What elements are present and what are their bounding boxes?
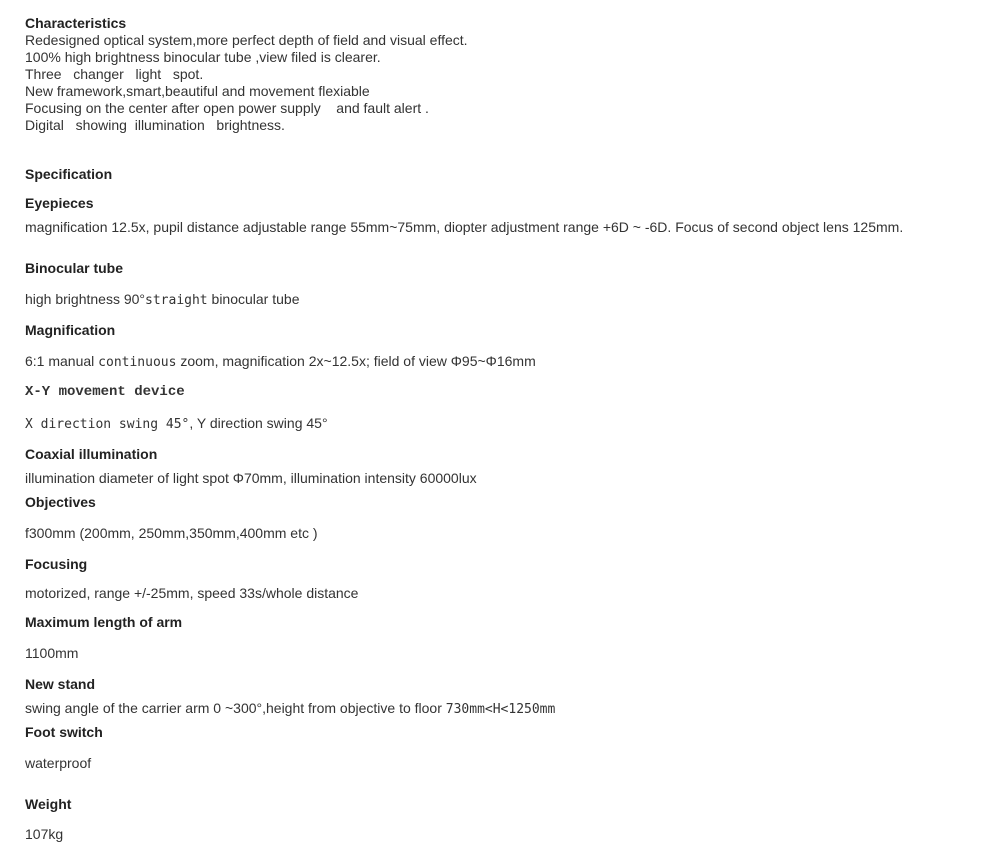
characteristic-line: New framework,smart,beautiful and movement flexiable <box>25 83 370 99</box>
spec-text-arm-length: 1100mm <box>25 645 79 661</box>
specification-heading: Specification <box>25 166 113 182</box>
spec-text-part: high brightness 90° <box>25 291 146 307</box>
spec-title-objectives: Objectives <box>25 494 96 510</box>
spec-title-binocular-tube: Binocular tube <box>25 260 124 276</box>
characteristics-heading: Characteristics <box>25 15 127 31</box>
spec-text-part: straight <box>145 293 208 308</box>
spec-title-eyepieces: Eyepieces <box>25 195 94 211</box>
spec-text-foot-switch: waterproof <box>25 755 92 771</box>
spec-title-arm-length: Maximum length of arm <box>25 614 183 630</box>
spec-text-binocular-tube <box>25 291 299 309</box>
spec-text-xy-movement <box>25 415 328 433</box>
spec-text-part: swing angle of the carrier arm 0 ~300°,height from objective to floor <box>25 700 446 716</box>
characteristic-line: Redesigned optical system,more perfect depth of field and visual effect. <box>25 32 468 48</box>
spec-title-magnification: Magnification <box>25 322 116 338</box>
spec-title-foot-switch: Foot switch <box>25 724 103 740</box>
spec-text-new-stand <box>25 700 555 718</box>
spec-text-part: 6:1 manual <box>25 353 99 369</box>
spec-text-coaxial-illumination: illumination diameter of light spot Φ70mm, illumination intensity 60000lux <box>25 470 477 486</box>
spec-text-magnification <box>25 353 536 371</box>
spec-text-weight: 107kg <box>25 826 64 842</box>
spec-title-weight: Weight <box>25 796 72 812</box>
characteristic-line: Focusing on the center after open power supply and fault alert . <box>25 100 429 116</box>
spec-text-part: 730mm<H<1250mm <box>445 702 556 717</box>
spec-text-eyepieces: magnification 12.5x, pupil distance adjustable range 55mm~75mm, diopter adjustment range +6D ~ -6D. Focus of second object lens 125mm. <box>25 219 904 235</box>
spec-title-focusing: Focusing <box>25 556 88 572</box>
characteristic-line: 100% high brightness binocular tube ,view filed is clearer. <box>25 49 381 65</box>
spec-text-part: continuous <box>98 355 177 370</box>
characteristic-line: Three changer light spot. <box>25 66 204 82</box>
spec-text-part: zoom, magnification 2x~12.5x; field of view Φ95~Φ16mm <box>176 353 536 369</box>
spec-title-coaxial-illumination: Coaxial illumination <box>25 446 158 462</box>
spec-title-xy-movement: X-Y movement device <box>25 384 185 400</box>
characteristic-line: Digital showing illumination brightness. <box>25 117 285 133</box>
spec-title-new-stand: New stand <box>25 676 96 692</box>
spec-text-focusing: motorized, range +/-25mm, speed 33s/whole distance <box>25 585 359 601</box>
spec-text-part: , Y direction swing 45° <box>189 415 328 431</box>
spec-text-part: binocular tube <box>207 291 300 307</box>
spec-text-objectives: f300mm (200mm, 250mm,350mm,400mm etc ) <box>25 525 318 541</box>
spec-text-part: X direction swing 45° <box>25 417 190 432</box>
